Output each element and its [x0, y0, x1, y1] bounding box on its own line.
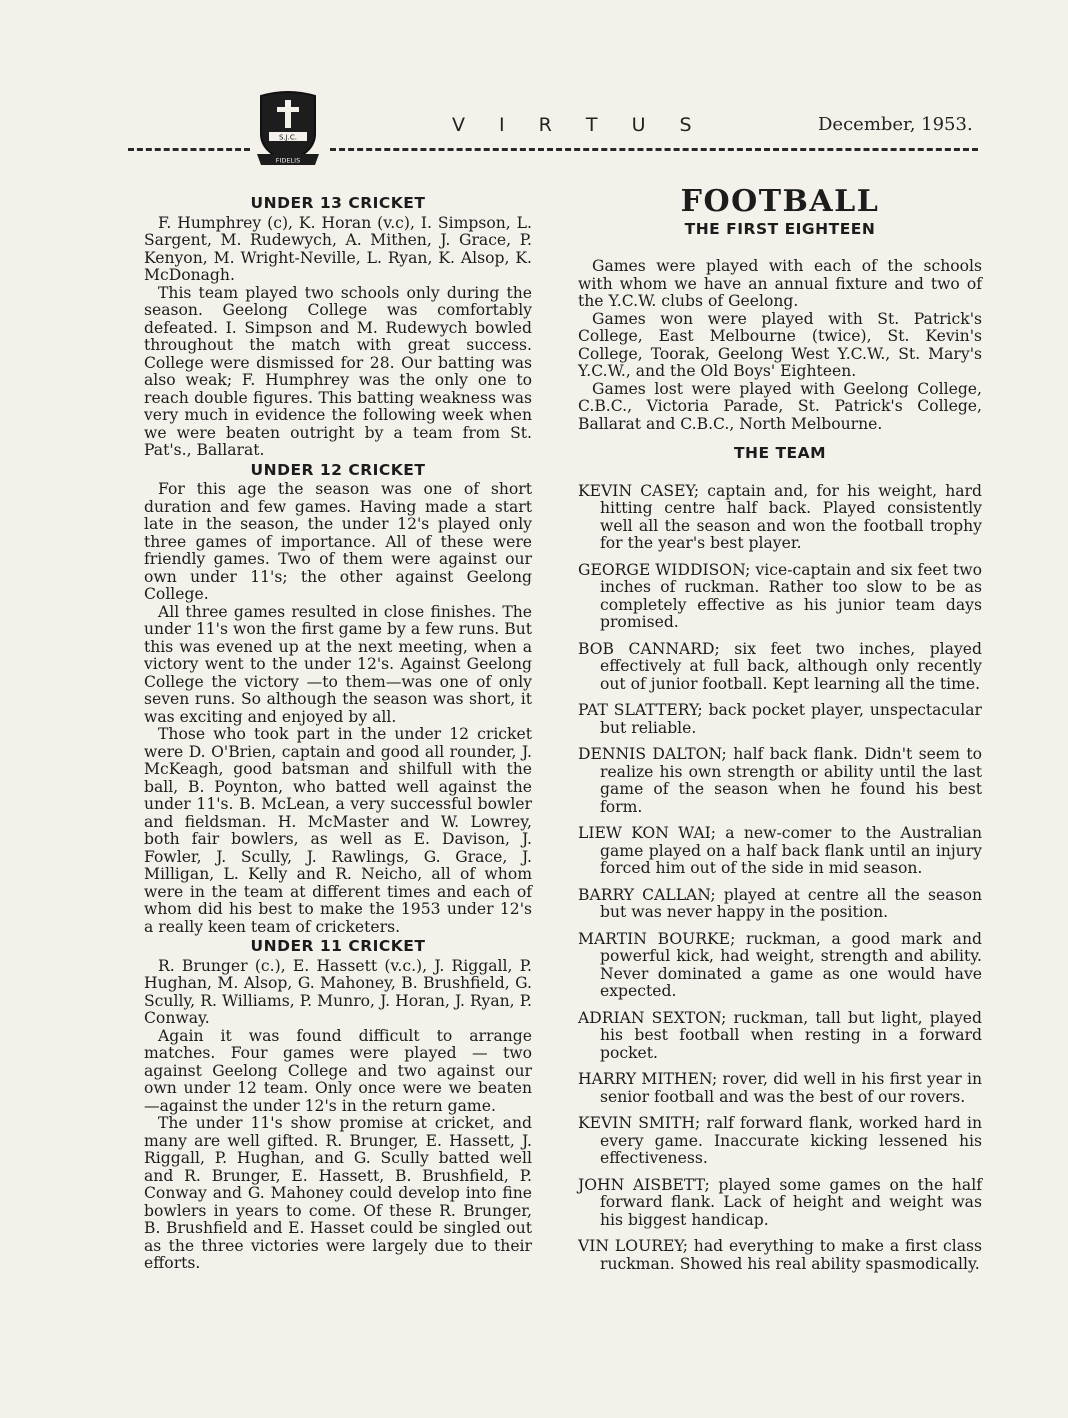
player-entry: JOHN AISBETT; played some games on the half forward flank. Lack of height and weight was his biggest handicap. [578, 1175, 982, 1229]
first-eighteen-heading: THE FIRST EIGHTEEN [684, 219, 876, 238]
under-13-report: This team played two schools only during the season. Geelong College was comfortably defeated. I. Simpson and M. Rudewych bowled throughout the match with great success. College were dismissed for 28. Our batting was also weak; F. Humphrey was the only one to reach double figures. This batting weakness was very much in evidence the following week when we were beaten outright by a team from St. Pat's., Ballarat. [144, 283, 532, 459]
under-12-para-1: For this age the season was one of short duration and few games. Having made a start late in the season, the under 12's played only three games of importance. All of these were friendly games. Two of them were against our own under 11's; the other against Geelong College. [144, 480, 532, 603]
football-para-2: Games won were played with St. Patrick's College, East Melbourne (twice), St. Kevin's College, Toorak, Geelong West Y.C.W., St. Mary's Y.C.W., and the Old Boys' Eighteen. [578, 309, 982, 380]
player-entry: DENNIS DALTON; half back flank. Didn't seem to realize his own strength or ability until the last game of the season when he found his best form. [578, 745, 982, 816]
svg-text:S.J.C.: S.J.C. [278, 133, 298, 142]
under-12-para-2: All three games resulted in close finishes. The under 11's won the first game by a few runs. But this was evened up at the next meeting, when a victory went to the under 12's. Against Geelong College the victory —to them—was one of only seven runs. So although the season was short, it was exciting and enjoyed by all. [144, 602, 532, 726]
player-entry: BARRY CALLAN; played at centre all the season but was never happy in the position. [578, 885, 982, 921]
player-entry: HARRY MITHEN; rover, did well in his first year in senior football and was the best of our rovers. [578, 1070, 982, 1106]
masthead-title: V I R T U S [452, 114, 706, 136]
under-13-team-list: F. Humphrey (c), K. Horan (v.c), I. Simpson, L. Sargent, M. Rudewych, A. Mithen, J. Grace, P. Kenyon, M. Wright-Neville, L. Ryan, K. Alsop, K. McDonagh. [144, 213, 532, 284]
player-entry: VIN LOUREY; had everything to make a first class ruckman. Showed his real ability spasmodically. [578, 1237, 982, 1273]
under-13-heading: UNDER 13 CRICKET [250, 194, 426, 212]
page-header [0, 0, 1068, 170]
under-11-para-2: The under 11's show promise at cricket, and many are well gifted. R. Brunger, E. Hassett, J. Riggall, P. Hughan, and G. Scully batted well and R. Brunger, E. Hassett, B. Brushfield, P. Conway and G. Mahoney could develop into fine bowlers in years to come. Of these R. Brunger, B. Brushfield and E. Hasset could be singled out as the three victories were largely due to their efforts. [144, 1114, 532, 1272]
player-entry: PAT SLATTERY; back pocket player, unspectacular but reliable. [578, 701, 982, 737]
issue-date: December, 1953. [818, 114, 973, 135]
player-entry: BOB CANNARD; six feet two inches, played effectively at full back, although only recently out of junior football. Kept learning all the time. [578, 639, 982, 693]
header-rule-right [330, 148, 978, 151]
player-entry: KEVIN CASEY; captain and, for his weight, hard hitting centre half back. Played consistently well all the season and won the football trophy for the year's best player. [578, 481, 982, 552]
football-title: FOOTBALL [680, 184, 880, 219]
svg-text:FIDELIS: FIDELIS [275, 156, 301, 165]
football-para-3: Games lost were played with Geelong College, C.B.C., Victoria Parade, St. Patrick's College, Ballarat and C.B.C., North Melbourne. [578, 379, 982, 433]
under-11-team-list: R. Brunger (c.), E. Hassett (v.c.), J. Riggall, P. Hughan, M. Alsop, G. Mahoney, B. Brushfield, G. Scully, R. Williams, P. Munro, J. Horan, J. Ryan, P. Conway. [144, 956, 532, 1027]
team-heading: THE TEAM [733, 444, 827, 462]
left-column [144, 193, 532, 1273]
under-11-para-1: Again it was found difficult to arrange matches. Four games were played — two against Geelong College and two against our own under 12 team. Only once were we beaten—against the under 12's in the return game. [144, 1026, 532, 1115]
under-11-heading: UNDER 11 CRICKET [250, 937, 426, 955]
under-12-para-3: Those who took part in the under 12 cricket were D. O'Brien, captain and good all rounder, J. McKeagh, good batsman and shilfull with the ball, B. Poynton, who batted well against the under 11's. B. McLean, a very successful bowler and fieldsman. H. McMaster and W. Lowrey, both fair bowlers, as well as E. Davison, J. Fowler, J. Scully, J. Rawlings, G. Grace, J. Milligan, L. Kelly and R. Neicho, all of whom were in the team at different times and each of whom did his best to make the 1953 under 12's a really keen team of cricketers. [144, 725, 532, 936]
under-12-heading: UNDER 12 CRICKET [250, 460, 426, 479]
player-entry: LIEW KON WAI; a new-comer to the Australian game played on a half back flank until an injury forced him out of the side in mid season. [578, 824, 982, 877]
football-para-1: Games were played with each of the schools with whom we have an annual fixture and two of the Y.C.W. clubs of Geelong. [578, 257, 982, 310]
player-list [578, 483, 982, 1274]
player-entry: KEVIN SMITH; ralf forward flank, worked hard in every game. Inaccurate kicking lessened his effectiveness. [578, 1114, 982, 1167]
player-entry: ADRIAN SEXTON; ruckman, tall but light, played his best football when resting in a forward pocket. [578, 1008, 982, 1062]
school-crest-icon [255, 88, 321, 166]
header-rule-left [128, 148, 250, 151]
player-entry: MARTIN BOURKE; ruckman, a good mark and powerful kick, had weight, strength and ability. Never dominated a game as one would have expected. [578, 929, 982, 1000]
player-entry: GEORGE WIDDISON; vice-captain and six feet two inches of ruckman. Rather too slow to be as completely effective as his junior team days promised. [578, 560, 982, 631]
right-column [578, 184, 982, 1282]
